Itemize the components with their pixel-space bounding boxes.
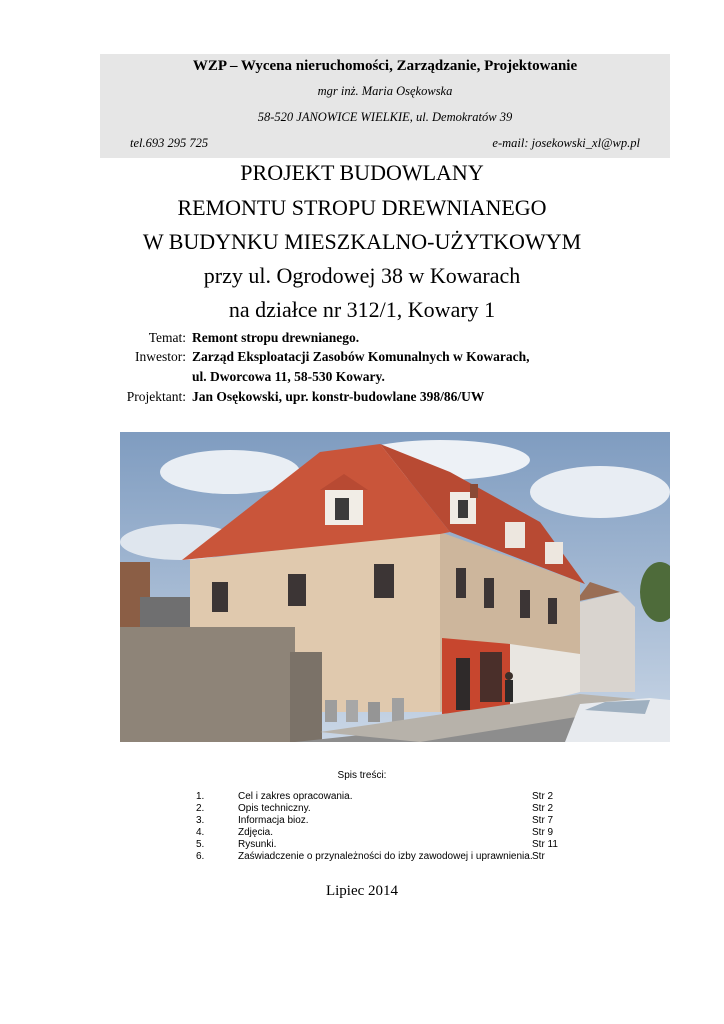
- toc-item-text: Opis techniczny.: [238, 803, 311, 814]
- person-name: mgr inż. Maria Osękowska: [317, 84, 453, 98]
- document-date: Lipiec 2014: [325, 883, 399, 899]
- title-line-3: W BUDYNKU MIESZKALNO-UŻYTKOWYM: [142, 229, 582, 254]
- title-line-2: REMONTU STROPU DREWNIANEGO: [177, 195, 547, 220]
- title-line-5: na działce nr 312/1, Kowary 1: [228, 297, 496, 322]
- toc-item-text: Cel i zakres opracowania.: [238, 791, 353, 802]
- title-line-4: przy ul. Ogrodowej 38 w Kowarach: [203, 263, 521, 288]
- toc-item-page: Str 9: [532, 827, 554, 838]
- company-address: 58-520 JANOWICE WIELKIE, ul. Demokratów 39: [257, 110, 513, 124]
- company-header: [100, 54, 670, 158]
- toc-item-page: Str 7: [532, 815, 554, 826]
- toc-item-text: Informacja bioz.: [238, 815, 309, 826]
- toc-item-text: Rysunki.: [238, 839, 277, 850]
- inwestor-value: Zarząd Eksploatacji Zasobów Komunalnych w Kowarach,: [192, 349, 530, 364]
- toc-item-number: 5.: [196, 839, 205, 850]
- email-address: e-mail: josekowski_xl@wp.pl: [492, 136, 640, 150]
- temat-value: Remont stropu drewnianego.: [192, 330, 360, 345]
- toc-item-number: 6.: [196, 851, 205, 862]
- toc-item: [0, 851, 724, 864]
- toc-item-page: Str: [532, 851, 545, 862]
- toc-item-number: 4.: [196, 827, 205, 838]
- toc-item-number: 3.: [196, 815, 205, 826]
- inwestor-address: ul. Dworcowa 11, 58-530 Kowary.: [192, 369, 385, 384]
- temat-label: Temat:: [148, 330, 186, 345]
- toc-item-number: 1.: [196, 791, 205, 802]
- toc-item-page: Str 2: [532, 803, 554, 814]
- toc-item-text: Zdjęcia.: [238, 827, 274, 838]
- title-line-1: PROJEKT BUDOWLANY: [240, 160, 484, 185]
- company-name: WZP – Wycena nieruchomości, Zarządzanie, Projektowanie: [192, 58, 578, 74]
- projektant-value: Jan Osękowski, upr. konstr-budowlane 398/86/UW: [192, 389, 485, 404]
- phone-number: tel.693 295 725: [130, 136, 209, 150]
- toc-item-page: Str 2: [532, 791, 554, 802]
- projektant-label: Projektant:: [126, 389, 186, 404]
- toc-title: Spis treści:: [337, 770, 387, 781]
- inwestor-label: Inwestor:: [135, 349, 186, 364]
- building-photo: [120, 432, 670, 742]
- toc-item-text: Zaświadczenie o przynależności do izby zawodowej i uprawnienia.: [238, 851, 533, 862]
- toc-item-page: Str 11: [532, 839, 558, 850]
- toc-item-number: 2.: [196, 803, 205, 814]
